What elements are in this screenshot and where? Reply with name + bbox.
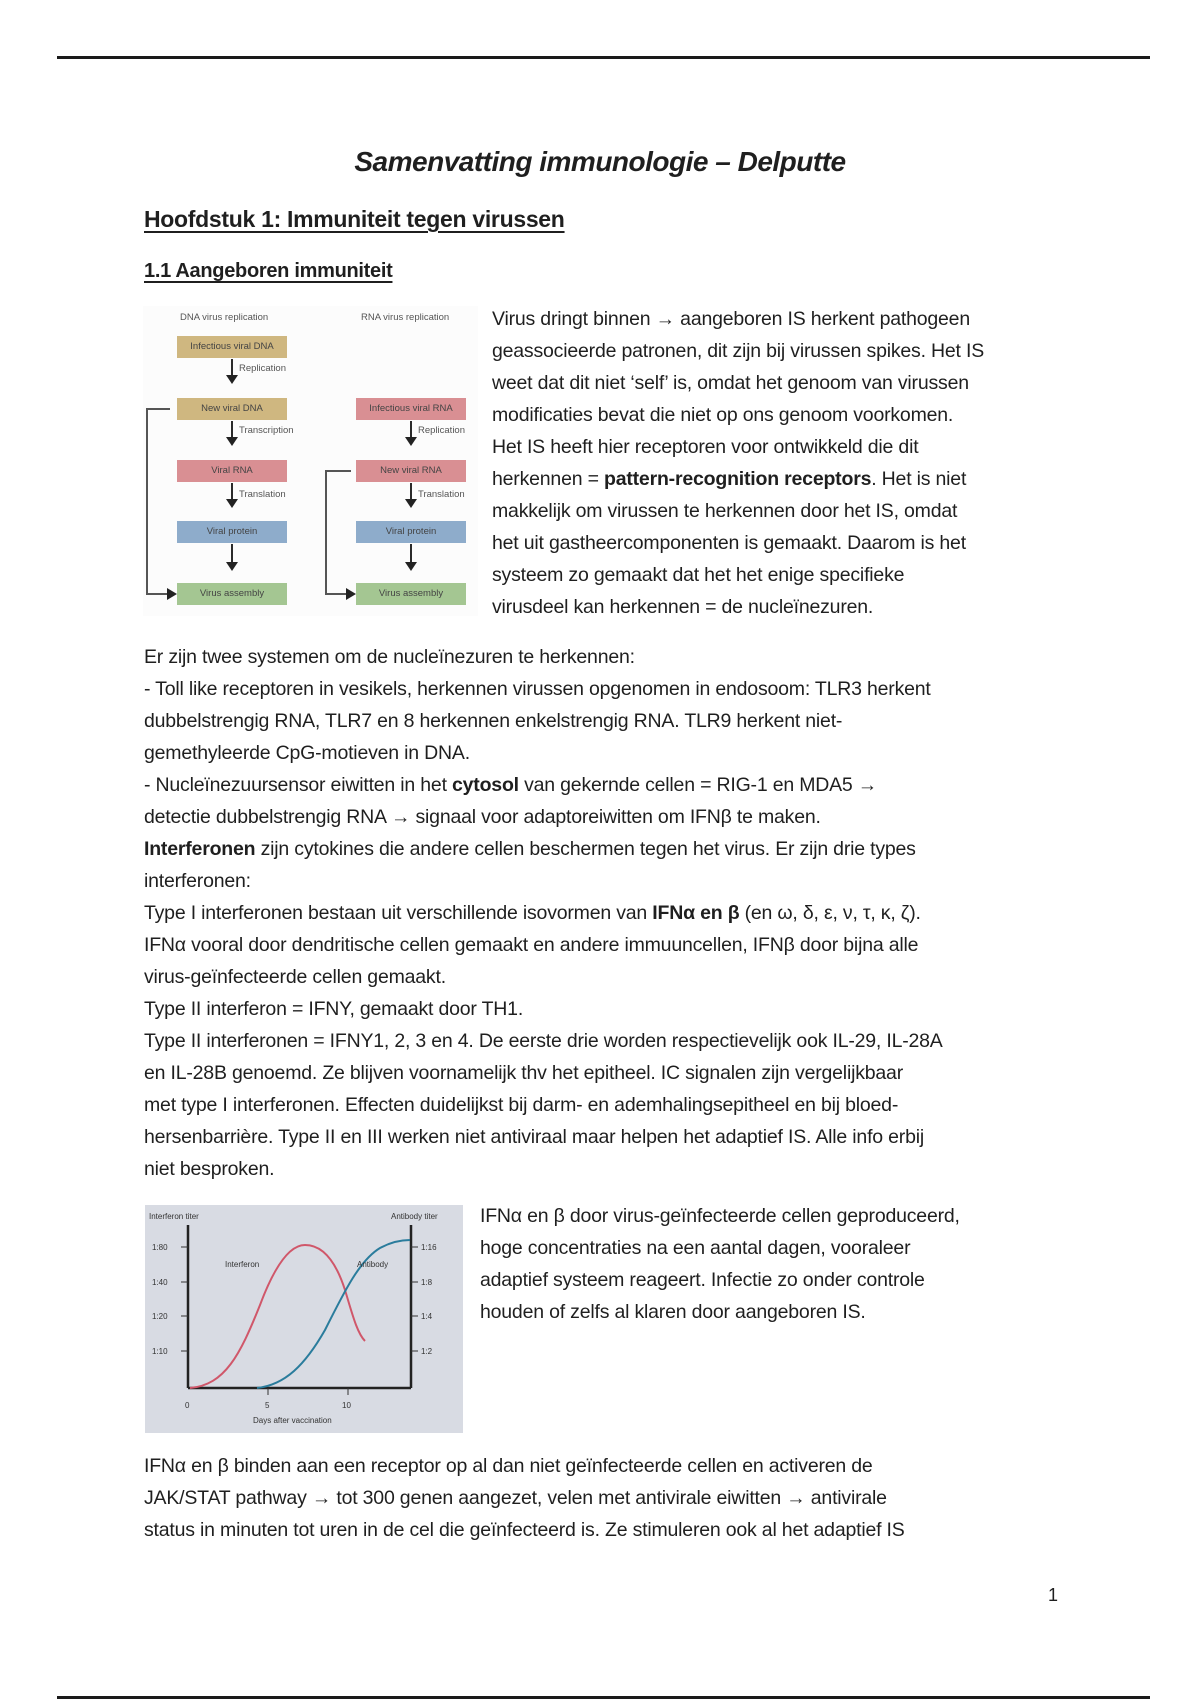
text-line: virusdeel kan herkennen = de nucleïnezuren. <box>492 596 874 618</box>
text-fragment: (en ω, δ, ε, ν, τ, κ, ζ). <box>739 902 921 924</box>
text-line: interferonen: <box>144 870 251 892</box>
text-fragment: - Nucleïnezuursensor eiwitten in het <box>144 774 453 796</box>
arrow-right-icon <box>346 588 356 600</box>
text-line: weet dat dit niet ‘self’ is, omdat het genoom van virussen <box>492 372 969 394</box>
text-fragment: herkennen = <box>492 468 604 490</box>
final-paragraph <box>144 1450 1084 1546</box>
text-line: JAK/STAT pathway → tot 300 genen aangezet, velen met antivirale eiwitten → antivirale <box>144 1487 887 1509</box>
chart-svg <box>145 1205 463 1433</box>
text-line: Type II interferon = IFNY, gemaakt door TH1. <box>144 998 524 1020</box>
text-line: het uit gastheercomponenten is gemaakt. Daarom is het <box>492 532 966 554</box>
arrow-right-icon <box>167 588 177 600</box>
interferon-label: Interferon <box>225 1260 260 1269</box>
rna-box-virus-assembly: Virus assembly <box>356 583 466 605</box>
header-rule <box>57 56 1150 59</box>
text-line: makkelijk om virussen te herkennen door het IS, omdat <box>492 500 958 522</box>
y2-axis-label: Antibody titer <box>391 1212 438 1221</box>
rna-box-viral-protein: Viral protein <box>356 521 466 543</box>
section-heading: 1.1 Aangeboren immuniteit <box>144 260 393 282</box>
text-line: en IL-28B genoemd. Ze blijven voornamelijk thv het epitheel. IC signalen zijn vergelijkbaar <box>144 1062 903 1084</box>
page-number: 1 <box>1048 1585 1059 1605</box>
arrow-down-icon <box>405 437 417 446</box>
step-replication-rna: Replication <box>418 425 465 436</box>
y2-tick: 1:16 <box>421 1243 437 1252</box>
bold-term-cytosol: cytosol <box>452 774 519 796</box>
y2-tick: 1:2 <box>421 1347 433 1356</box>
text-line: hersenbarrière. Type II en III werken niet antiviraal maar helpen het adaptief IS. Alle info erbij <box>144 1126 924 1148</box>
text-line: status in minuten tot uren in de cel die geïnfecteerd is. Ze stimuleren ook al het adaptief IS <box>144 1519 905 1541</box>
chapter-heading: Hoofdstuk 1: Immuniteit tegen virussen <box>144 206 565 232</box>
text-line <box>144 769 1084 801</box>
text-line: Het IS heeft hier receptoren voor ontwikkeld die dit <box>492 436 919 458</box>
text-line: modificaties bevat die niet op ons genoom voorkomen. <box>492 404 954 426</box>
dna-box-virus-assembly: Virus assembly <box>177 583 287 605</box>
chart-side-paragraph <box>480 1200 1080 1328</box>
step-replication: Replication <box>239 363 286 374</box>
step-transcription: Transcription <box>239 425 294 436</box>
rna-box-new-rna: New viral RNA <box>356 460 466 482</box>
text-line: virus-geïnfecteerde cellen gemaakt. <box>144 966 446 988</box>
arrow-down-icon <box>226 499 238 508</box>
text-line <box>492 463 1072 495</box>
dna-box-infectious: Infectious viral DNA <box>177 336 287 358</box>
x-axis-label: Days after vaccination <box>253 1416 332 1425</box>
text-line: houden of zelfs al klaren door aangeboren IS. <box>480 1301 866 1323</box>
x-tick: 10 <box>342 1401 351 1410</box>
arrow-down-icon <box>226 437 238 446</box>
y-tick: 1:80 <box>152 1243 168 1252</box>
interferon-curve <box>190 1245 365 1388</box>
dna-box-viral-protein: Viral protein <box>177 521 287 543</box>
text-line: gemethyleerde CpG-motieven in DNA. <box>144 742 470 764</box>
y2-tick: 1:4 <box>421 1312 433 1321</box>
text-line: IFNα vooral door dendritische cellen gemaakt en andere immuuncellen, IFNβ door bijna alle <box>144 934 919 956</box>
bold-term-interferonen: Interferonen <box>144 838 256 860</box>
text-line: met type I interferonen. Effecten duidelijkst bij darm- en ademhalingsepitheel en bij bloed- <box>144 1094 899 1116</box>
step-translation-rna: Translation <box>418 489 465 500</box>
text-line: adaptief systeem reageert. Infectie zo onder controle <box>480 1269 925 1291</box>
text-fragment: . Het is niet <box>871 468 967 490</box>
y-tick: 1:20 <box>152 1312 168 1321</box>
y-axis-label: Interferon titer <box>149 1212 199 1221</box>
text-line: niet besproken. <box>144 1158 275 1180</box>
arrow-down-icon <box>405 562 417 571</box>
text-line: hoge concentraties na een aantal dagen, vooraleer <box>480 1237 911 1259</box>
text-line: dubbelstrengig RNA, TLR7 en 8 herkennen enkelstrengig RNA. TLR9 herkent niet- <box>144 710 843 732</box>
antibody-label: Antibody <box>357 1260 389 1269</box>
arrow-down-icon <box>226 562 238 571</box>
loop-line <box>325 470 327 594</box>
document-title: Samenvatting immunologie – Delputte <box>354 146 846 177</box>
text-line: Er zijn twee systemen om de nucleïnezuren te herkennen: <box>144 646 635 668</box>
text-line: IFNα en β binden aan een receptor op al dan niet geïnfecteerde cellen en activeren de <box>144 1455 873 1477</box>
loop-line <box>325 470 351 472</box>
loop-line <box>146 408 148 594</box>
loop-line <box>146 593 168 595</box>
y2-tick: 1:8 <box>421 1278 433 1287</box>
virus-replication-diagram <box>143 306 478 616</box>
text-line: detectie dubbelstrengig RNA → signaal voor adaptoreiwitten om IFNβ te maken. <box>144 806 821 828</box>
footer-rule <box>57 1696 1150 1699</box>
text-line: systeem zo gemaakt dat het het enige specifieke <box>492 564 905 586</box>
text-fragment: Type I interferonen bestaan uit verschillende isovormen van <box>144 902 653 924</box>
dna-box-viral-rna: Viral RNA <box>177 460 287 482</box>
text-line: geassocieerde patronen, dit zijn bij virussen spikes. Het IS <box>492 340 985 362</box>
dna-box-new-dna: New viral DNA <box>177 398 287 420</box>
bold-term-pattern-recognition-receptors: pattern-recognition receptors <box>603 468 872 490</box>
body-paragraphs <box>144 641 1084 1185</box>
text-line: Type II interferonen = IFNY1, 2, 3 en 4. De eerste drie worden respectievelijk ook IL-29, IL-28A <box>144 1030 943 1052</box>
arrow-line <box>231 544 233 564</box>
step-translation: Translation <box>239 489 286 500</box>
interferon-antibody-chart <box>145 1205 463 1433</box>
arrow-down-icon <box>226 375 238 384</box>
text-fragment: zijn cytokines die andere cellen beschermen tegen het virus. Er zijn drie types <box>255 838 916 860</box>
bold-term-ifn-alpha-beta: IFNα en β <box>652 902 740 924</box>
dna-diagram-title: DNA virus replication <box>180 312 269 323</box>
text-fragment: van gekernde cellen = RIG-1 en MDA5 → <box>518 774 878 796</box>
loop-line <box>325 593 347 595</box>
text-line <box>144 897 1084 929</box>
loop-line <box>146 408 170 410</box>
y-tick: 1:10 <box>152 1347 168 1356</box>
rna-box-infectious: Infectious viral RNA <box>356 398 466 420</box>
text-line: IFNα en β door virus-geïnfecteerde cellen geproduceerd, <box>480 1205 960 1227</box>
arrow-line <box>410 544 412 564</box>
text-line <box>144 833 1084 865</box>
y-tick: 1:40 <box>152 1278 168 1287</box>
x-tick: 0 <box>185 1401 190 1410</box>
text-line: - Toll like receptoren in vesikels, herkennen virussen opgenomen in endosoom: TLR3 herkent <box>144 678 931 700</box>
x-tick: 5 <box>265 1401 270 1410</box>
arrow-down-icon <box>405 499 417 508</box>
rna-diagram-title: RNA virus replication <box>361 312 450 323</box>
text-line: Virus dringt binnen → aangeboren IS herkent pathogeen <box>492 308 970 330</box>
intro-paragraph <box>492 303 1072 623</box>
